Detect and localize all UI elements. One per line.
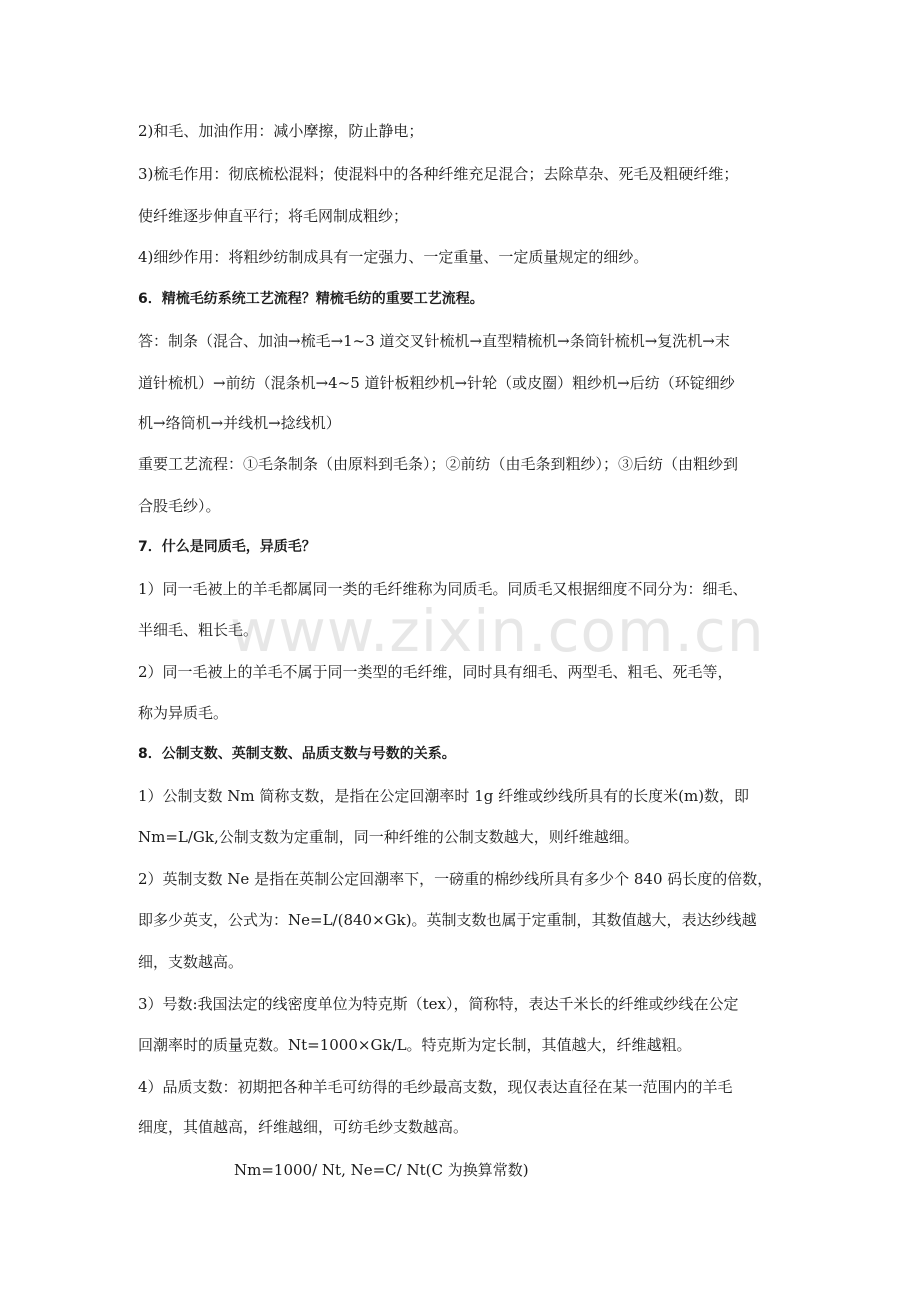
formula-line: Nm=1000/ Nt, Ne=C/ Nt(C 为换算常数) [234, 1161, 529, 1179]
text-line: 4)细纱作用：将粗纱纺制成具有一定强力、一定重量、一定质量规定的细纱。 [138, 248, 649, 266]
site-watermark: www.zixin.com.cn [230, 597, 765, 665]
text-line: 半细毛、粗长毛。 [138, 621, 259, 639]
text-line: 合股毛纱）。 [138, 497, 221, 515]
text-line: 2)和毛、加油作用：减小摩擦，防止静电； [138, 122, 424, 140]
text-line: 细度，其值越高，纤维越细，可纺毛纱支数越高。 [138, 1118, 469, 1136]
section-heading: 6．精梳毛纺系统工艺流程？精梳毛纺的重要工艺流程。 [138, 291, 484, 307]
text-line: 2）同一毛被上的羊毛不属于同一类型的毛纤维，同时具有细毛、两型毛、粗毛、死毛等， [138, 663, 733, 681]
text-line: 1）公制支数 Nm 简称支数，是指在公定回潮率时 1g 纤维或纱线所具有的长度米(m)数，即 [138, 787, 750, 805]
text-line: 使纤维逐步伸直平行；将毛网制成粗纱； [138, 207, 409, 225]
text-line: 重要工艺流程：①毛条制条（由原料到毛条）；②前纺（由毛条到粗纱）；③后纺（由粗纱到 [138, 455, 739, 473]
text-line: 回潮率时的质量克数。Nt=1000×Gk/L。特克斯为定长制，其值越大，纤维越粗。 [138, 1036, 692, 1054]
text-line: 即多少英支，公式为：Ne=L/(840×Gk)。英制支数也属于定重制，其数值越大，表达纱线越 [138, 911, 757, 929]
text-line: 机→络筒机→并线机→捻线机） [138, 414, 341, 432]
text-line: 4）品质支数：初期把各种羊毛可纺得的毛纱最高支数，现仅表达直径在某一范围内的羊毛 [138, 1078, 733, 1096]
text-line: 细，支数越高。 [138, 953, 244, 971]
section-heading: 8．公制支数、英制支数、品质支数与号数的关系。 [138, 746, 456, 762]
text-line: 1）同一毛被上的羊毛都属同一类的毛纤维称为同质毛。同质毛又根据细度不同分为：细毛、 [138, 580, 748, 598]
text-line: 道针梳机）→前纺（混条机→4~5 道针板粗纱机→针轮（或皮圈）粗纱机→后纺（环锭细纱 [138, 374, 735, 392]
text-line: 3）号数:我国法定的线密度单位为特克斯（tex），简称特，表达千米长的纤维或纱线在公定 [138, 995, 739, 1013]
text-line: 2）英制支数 Ne 是指在英制公定回潮率下，一磅重的棉纱线所具有多少个 840 码长度的倍数， [138, 870, 773, 888]
text-line: 称为异质毛。 [138, 704, 229, 722]
text-line: 3)梳毛作用：彻底梳松混料；使混料中的各种纤维充足混合；去除草杂、死毛及粗硬纤维； [138, 165, 739, 183]
text-line: Nm=L/Gk,公制支数为定重制，同一种纤维的公制支数越大，则纤维越细。 [138, 828, 639, 846]
section-heading: 7．什么是同质毛，异质毛？ [138, 539, 316, 555]
text-line: 答：制条（混合、加油→梳毛→1~3 道交叉针梳机→直型精梳机→条筒针梳机→复洗机→末 [138, 332, 730, 350]
